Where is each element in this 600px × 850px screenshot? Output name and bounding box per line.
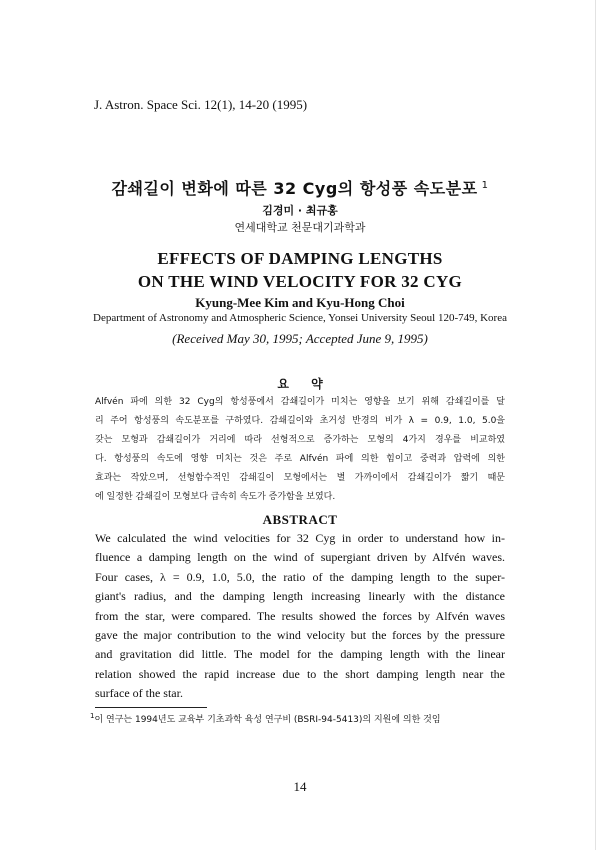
english-authors: Kyung-Mee Kim and Kyu-Hong Choi <box>195 295 405 310</box>
korean-abstract-line: 리 주어 항성풍의 속도분포를 구하였다. 감쇄길이와 초거성 반경의 비가 λ = 0.9, 1.0, 5.0을 <box>95 416 505 426</box>
english-abstract <box>95 529 505 704</box>
english-title <box>0 247 600 293</box>
korean-affiliation: 연세대학교 천문대기과학과 <box>234 221 366 234</box>
footnote <box>90 712 441 725</box>
page-edge <box>595 0 596 850</box>
korean-title <box>0 176 600 199</box>
english-title-line-2: ON THE WIND VELOCITY FOR 32 CYG <box>137 272 463 291</box>
english-abstract-line: surface of the star. <box>95 686 183 701</box>
footnote-text: 이 연구는 1994년도 교육부 기초과학 육성 연구비 (BSRI-94-5413)의 지원에 의한 것임 <box>94 715 441 725</box>
english-abstract-line: We calculated the wind velocities for 32 Cyg in order to understand how in- <box>95 531 505 545</box>
korean-abstract-line: 효과는 작았으며, 선형함수적인 감쇄길이 모형에서는 별 가까이에서 감쇄길이가 짧기 때문 <box>95 473 505 483</box>
english-abstract-line: Four cases, λ = 0.9, 1.0, 5.0, the ratio of the damping length to the super- <box>95 569 505 584</box>
english-abstract-line: from the star, were compared. The results showed the forces by Alfvén waves <box>95 608 505 623</box>
english-abstract-heading: ABSTRACT <box>262 512 338 527</box>
footnote-mark: 1 <box>90 712 95 720</box>
korean-abstract-line: Alfvén 파에 의한 32 Cyg의 항성풍에서 감쇄길이가 미치는 영향을 보기 위해 감쇄길이를 달 <box>95 397 505 407</box>
english-abstract-line: giant's radius, and the damping length increasing linearly with the distance <box>95 589 505 604</box>
korean-authors: 김경미 · 최규홍 <box>262 204 338 217</box>
english-abstract-line: fluence a damping length on the wind of supergiant driven by Alfvén waves. <box>95 550 505 565</box>
korean-abstract-line: 다. 항성풍의 속도에 영향 미치는 것은 주로 Alfvén 파에 의한 힘이고 중력과 압력에 의한 <box>95 454 505 464</box>
english-abstract-line: gave the major contribution to the wind velocity but the forces by the pressure <box>95 628 505 643</box>
korean-abstract <box>95 393 505 507</box>
korean-abstract-heading: 요 약 <box>277 377 323 391</box>
received-dates: (Received May 30, 1995; Accepted June 9, 1995) <box>172 331 428 346</box>
english-title-line-1: EFFECTS OF DAMPING LENGTHS <box>157 249 443 268</box>
footnote-divider <box>95 707 207 708</box>
english-affiliation: Department of Astronomy and Atmospheric Science, Yonsei University Seoul 120-749, Korea <box>93 312 507 324</box>
korean-abstract-line: 에 일정한 감쇄길이 모형보다 급속히 속도가 증가함을 보였다. <box>95 492 336 502</box>
page-number: 14 <box>293 779 307 794</box>
korean-abstract-line: 갖는 모형과 감쇄길이가 거리에 따라 선형적으로 증가하는 모형의 4가지 경우를 비교하였 <box>95 435 505 445</box>
title-footnote-mark: 1 <box>481 179 489 191</box>
english-abstract-line: and gravitation did little. The model for the damping length with the linear <box>95 647 505 662</box>
journal-reference: J. Astron. Space Sci. 12(1), 14-20 (1995) <box>94 97 308 112</box>
korean-title-text: 감쇄길이 변화에 따른 32 Cyg의 항성풍 속도분포 <box>111 179 478 198</box>
english-abstract-line: relation showed the rapid increase due to the short damping length near the <box>95 666 505 681</box>
